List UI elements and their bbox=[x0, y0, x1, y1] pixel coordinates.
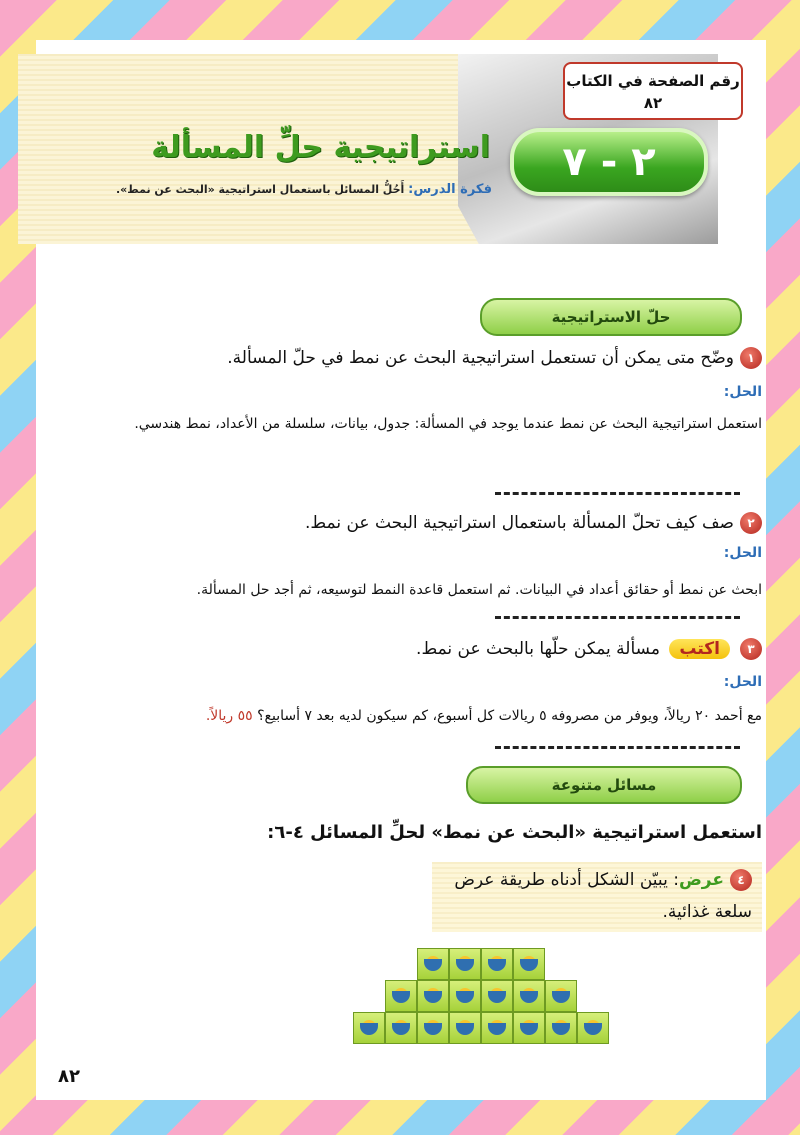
answer-3 bbox=[40, 696, 762, 736]
write-badge: اكتب bbox=[669, 639, 730, 659]
solution-label-3: الحل: bbox=[723, 674, 762, 690]
question-1-text: وضّح متى يمكن أن تستعمل استراتيجية البحث عن نمط في حلّ المسألة. bbox=[227, 348, 734, 368]
cereal-box bbox=[353, 1012, 385, 1044]
cereal-box bbox=[449, 1012, 481, 1044]
question-2-text: صف كيف تحلّ المسألة باستعمال استراتيجية البحث عن نمط. bbox=[304, 513, 734, 533]
question-1 bbox=[227, 347, 762, 369]
lesson-idea bbox=[116, 182, 492, 197]
book-page-reference bbox=[563, 62, 743, 120]
page-number: ٨٢ bbox=[58, 1066, 80, 1087]
lesson-idea-text: أَحُلُّ المسائل باستعمال استراتيجية «البحث عن نمط». bbox=[116, 183, 405, 196]
cereal-box bbox=[481, 1012, 513, 1044]
cereal-box bbox=[545, 1012, 577, 1044]
cereal-box bbox=[417, 948, 449, 980]
page-ref-number: ٨٢ bbox=[643, 94, 663, 112]
divider-1 bbox=[495, 492, 740, 495]
cereal-box bbox=[385, 980, 417, 1012]
cereal-box bbox=[545, 980, 577, 1012]
strategy-instruction: استعمل استراتيجية «البحث عن نمط» لحلِّ المسائل ٤-٦: bbox=[267, 822, 762, 843]
cereal-box bbox=[481, 980, 513, 1012]
cereal-box bbox=[513, 980, 545, 1012]
cereal-box bbox=[449, 948, 481, 980]
answer-3-result: ٥٥ ريالاً. bbox=[205, 708, 253, 724]
question-3-text: مسألة يمكن حلّها بالبحث عن نمط. bbox=[416, 639, 660, 659]
question-4-keyword: عرض bbox=[678, 870, 724, 890]
question-number-icon: ٢ bbox=[740, 512, 762, 534]
cereal-box bbox=[449, 980, 481, 1012]
solution-label-1: الحل: bbox=[723, 384, 762, 400]
cereal-box bbox=[513, 1012, 545, 1044]
question-number-icon: ٤ bbox=[730, 869, 752, 891]
divider-2 bbox=[495, 616, 740, 619]
question-4 bbox=[442, 864, 752, 928]
divider-3 bbox=[495, 746, 740, 749]
strategy-section-pill: حلّ الاستراتيجية bbox=[480, 298, 742, 336]
answer-3-text: مع أحمد ٢٠ ريالاً، ويوفر من مصروفه ٥ ريالات كل أسبوع، كم سيكون لديه بعد ٧ أسابيع؟ bbox=[257, 708, 762, 724]
cereal-box bbox=[417, 980, 449, 1012]
cereal-box bbox=[513, 948, 545, 980]
mixed-problems-pill: مسائل متنوعة bbox=[466, 766, 742, 804]
cereal-box bbox=[417, 1012, 449, 1044]
answer-2: ابحث عن نمط أو حقائق أعداد في البيانات. ثم استعمل قاعدة النمط لتوسيعه، ثم أجد حل المسألة. bbox=[196, 582, 762, 598]
lesson-idea-label: فكرة الدرس: bbox=[408, 182, 492, 197]
cereal-box bbox=[481, 948, 513, 980]
question-number-icon: ٣ bbox=[740, 638, 762, 660]
solution-label-2: الحل: bbox=[723, 545, 762, 561]
question-number-icon: ١ bbox=[740, 347, 762, 369]
answer-1: استعمل استراتيجية البحث عن نمط عندما يوجد في المسألة: جدول، بيانات، سلسلة من الأعداد، نمط هندسي. bbox=[134, 416, 762, 432]
lesson-number-badge: ٢ - ٧ bbox=[510, 128, 708, 196]
question-2 bbox=[305, 512, 762, 534]
question-4-text: : يبيّن الشكل أدناه طريقة عرض سلعة غذائية. bbox=[454, 870, 752, 922]
question-3 bbox=[416, 638, 762, 660]
cereal-box bbox=[385, 1012, 417, 1044]
lesson-title: استراتيجية حلِّ المسألة bbox=[151, 130, 490, 165]
cereal-box bbox=[577, 1012, 609, 1044]
page-ref-label: رقم الصفحة في الكتاب bbox=[566, 72, 740, 90]
